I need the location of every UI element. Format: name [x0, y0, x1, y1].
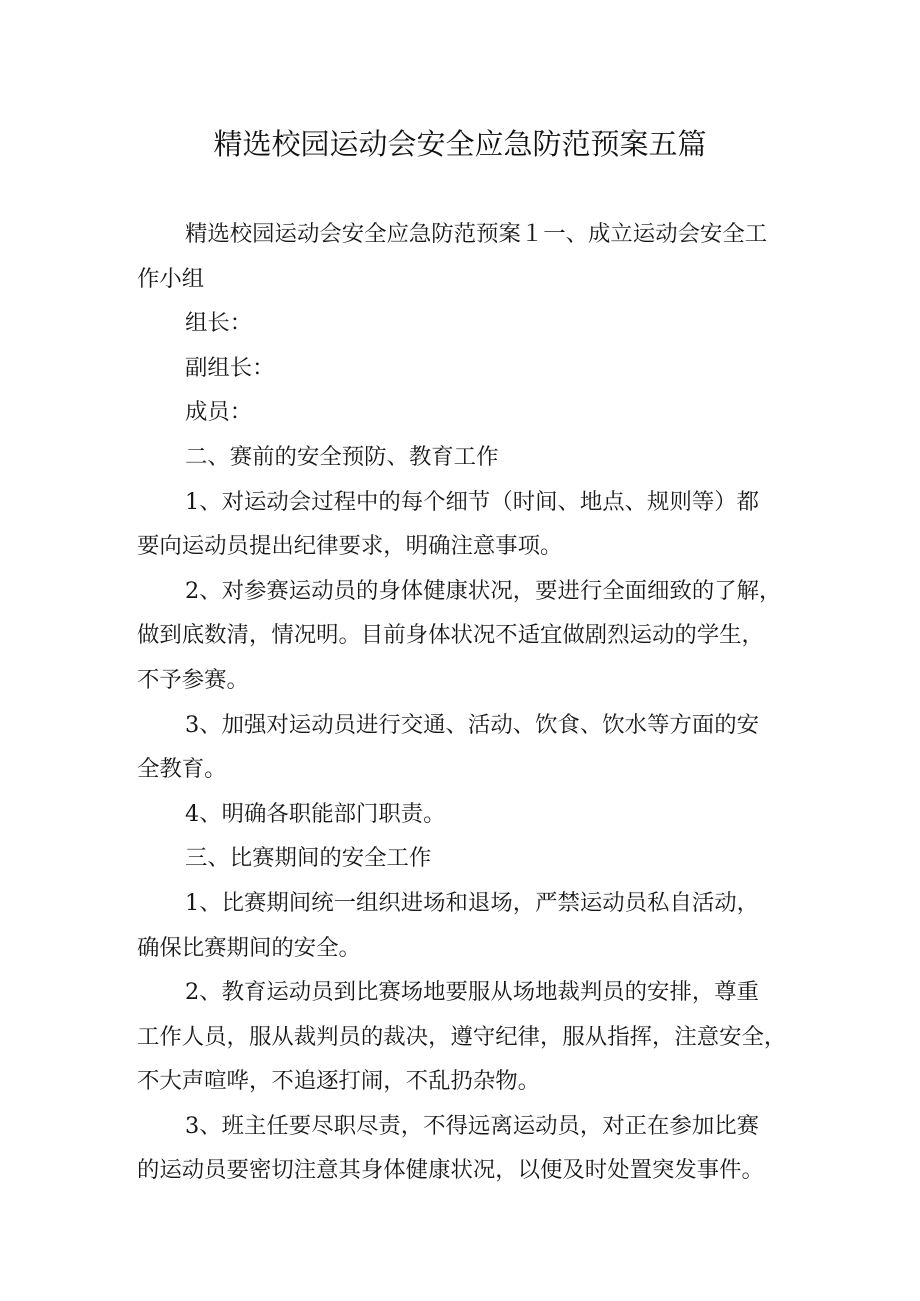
paragraph-line: 精选校园运动会安全应急防范预案１一、成立运动会安全工 [185, 221, 768, 247]
paragraph-line: 全教育。 [137, 756, 227, 783]
paragraph [137, 301, 797, 346]
paragraph [137, 480, 797, 569]
paragraph [137, 346, 797, 391]
paragraph-line: 确保比赛期间的安全。 [137, 934, 361, 961]
paragraph [137, 1104, 797, 1193]
paragraph-line: 副组长： [185, 354, 275, 381]
paragraph-line: 的运动员要密切注意其身体健康状况，以便及时处置突发事件。 [137, 1157, 764, 1184]
paragraph-line: 做到底数清，情况明。目前身体状况不适宜做剧烈运动的学生， [137, 622, 764, 649]
paragraph-line: 3、加强对运动员进行交通、活动、饮食、饮水等方面的安 [185, 711, 760, 738]
paragraph [137, 881, 797, 970]
paragraph [137, 970, 797, 1104]
paragraph-line: 2、教育运动员到比赛场地要服从场地裁判员的安排，尊重 [185, 979, 760, 1006]
paragraph [137, 792, 797, 837]
paragraph [137, 836, 797, 881]
paragraph-line: 三、比赛期间的安全工作 [185, 845, 432, 872]
paragraph [137, 435, 797, 480]
paragraph-line: 要向运动员提出纪律要求，明确注意事项。 [137, 533, 563, 560]
paragraph [137, 390, 797, 435]
paragraph-line: 1、对运动会过程中的每个细节（时间、地点、规则等）都 [185, 488, 760, 515]
paragraph-line: 不大声喧哗，不追逐打闹，不乱扔杂物。 [137, 1068, 541, 1095]
document-body [137, 212, 797, 1193]
paragraph-line: 成员： [185, 399, 253, 426]
paragraph-line: 工作人员，服从裁判员的裁决，遵守纪律，服从指挥，注意安全， [137, 1023, 787, 1050]
paragraph-line: 不予参赛。 [137, 666, 249, 693]
paragraph-line: 3、班主任要尽职尽责，不得远离运动员，对正在参加比赛 [185, 1112, 760, 1139]
paragraph-line: 二、赛前的安全预防、教育工作 [185, 443, 499, 470]
paragraph-line: 2、对参赛运动员的身体健康状况，要进行全面细致的了解， [185, 577, 782, 604]
paragraph [137, 569, 797, 703]
paragraph [137, 212, 797, 301]
paragraph-line: 组长： [185, 310, 253, 337]
document-title: 精选校园运动会安全应急防范预案五篇 [213, 127, 707, 161]
paragraph-line: 4、明确各职能部门职责。 [185, 800, 446, 827]
paragraph-line: 1、比赛期间统一组织进场和退场，严禁运动员私自活动， [185, 889, 760, 916]
paragraph [137, 703, 797, 792]
paragraph-line: 作小组 [137, 265, 205, 292]
